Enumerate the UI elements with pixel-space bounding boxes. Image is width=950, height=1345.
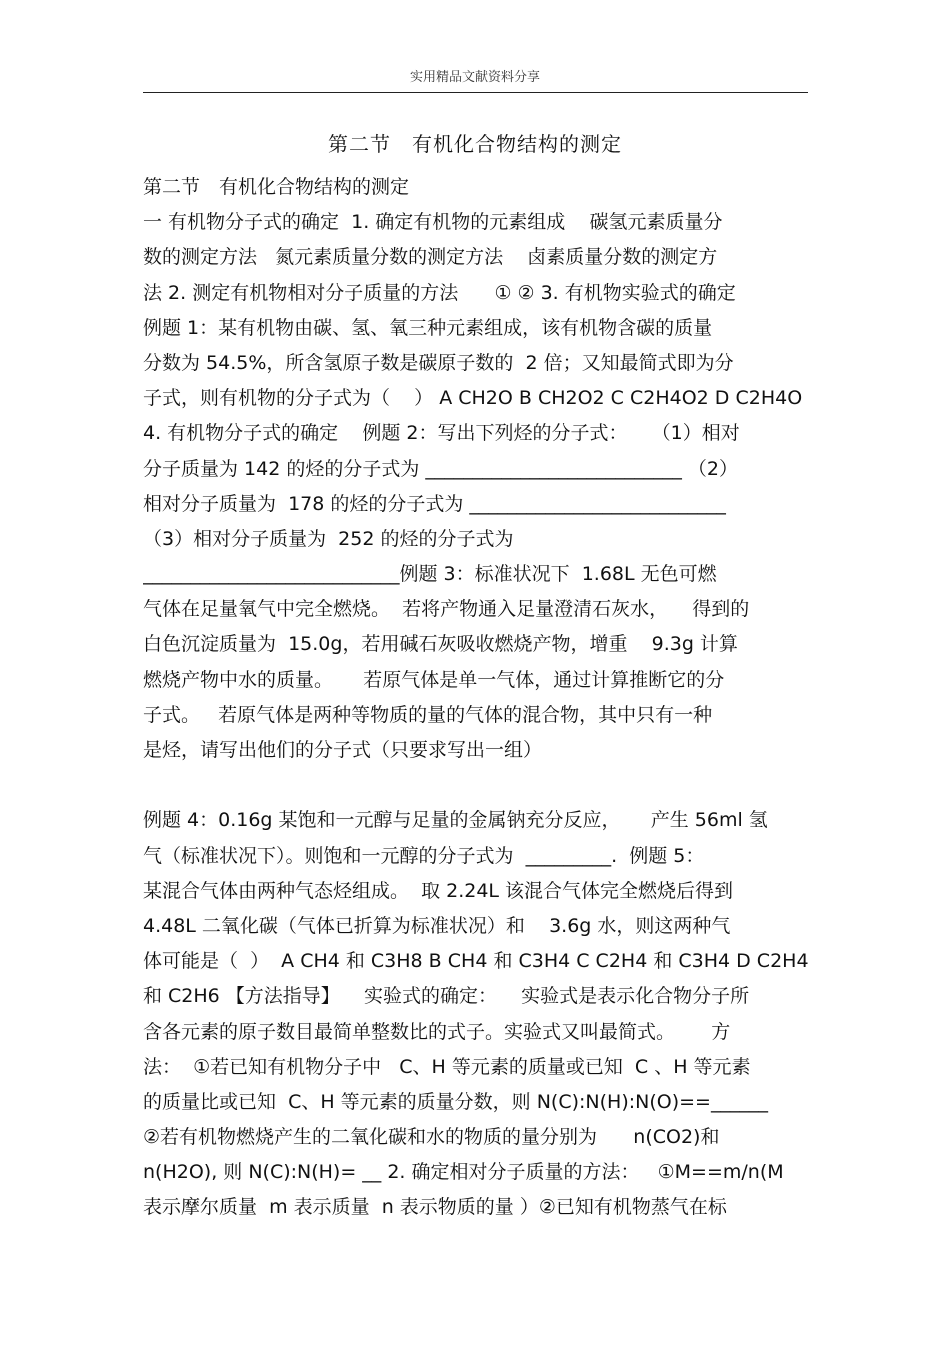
text-line: 子式。 若原气体是两种等物质的量的气体的混合物，其中只有一种 <box>143 703 713 726</box>
text-line: 例题 4：0.16g 某饱和一元醇与足量的金属钠充分反应， 产生 56ml 氢 <box>143 809 768 832</box>
text-line: ②若有机物燃烧产生的二氧化碳和水的物质的量分别为 n(CO2)和 <box>143 1126 720 1149</box>
paragraph-gap <box>143 768 843 803</box>
text-line: 表示摩尔质量 m 表示质量 n 表示物质的量 ）②已知有机物蒸气在标 <box>143 1196 727 1219</box>
text-line: 和 C2H6 【方法指导】 实验式的确定： 实验式是表示化合物分子所 <box>143 985 750 1008</box>
text-line: 法 2. 测定有机物相对分子质量的方法 ① ② 3. 有机物实验式的确定 <box>143 281 736 304</box>
text-line: 4.48L 二氧化碳（气体已折算为标准状况）和 3.6g 水，则这两种气 <box>143 914 731 937</box>
text-line: 气体在足量氧气中完全燃烧。 若将产物通入足量澄清石灰水， 得到的 <box>143 598 750 621</box>
text-line: （3）相对分子质量为 252 的烃的分子式为 <box>143 527 514 550</box>
text-line: 分数为 54.5%，所含氢原子数是碳原子数的 2 倍；又知最简式即为分 <box>143 351 734 374</box>
text-line: 例题 1：某有机物由碳、氢、氧三种元素组成，该有机物含碳的质量 <box>143 316 713 339</box>
text-line: 气（标准状况下）。则饱和一元醇的分子式为 _________. 例题 5： <box>143 844 705 867</box>
text-line: 数的测定方法 氮元素质量分数的测定方法 卤素质量分数的测定方 <box>143 246 718 269</box>
text-line: 4. 有机物分子式的确定 例题 2：写出下列烃的分子式： （1）相对 <box>143 422 740 445</box>
text-line: 白色沉淀质量为 15.0g，若用碱石灰吸收燃烧产物，增重 9.3g 计算 <box>143 633 738 656</box>
text-line: 是烃，请写出他们的分子式（只要求写出一组） <box>143 739 543 761</box>
text-line: 相对分子质量为 178 的烃的分子式为 ___________________________ <box>143 492 726 515</box>
text-line: 第二节 有机化合物结构的测定 <box>143 176 410 198</box>
text-line: 的质量比或已知 C、H 等元素的质量分数，则 N(C):N(H):N(O)==______ <box>143 1090 768 1113</box>
document-body <box>143 170 843 1226</box>
text-line: 分子质量为 142 的烃的分子式为 ___________________________ （2） <box>143 457 739 480</box>
text-line: 某混合气体由两种气态烃组成。 取 2.24L 该混合气体完全燃烧后得到 <box>143 879 734 902</box>
page-header: 实用精品文献资料分享 <box>409 70 540 85</box>
header-rule <box>143 92 808 93</box>
text-line: n(H2O), 则 N(C):N(H)= __ 2. 确定相对分子质量的方法： ①M==m/n(M <box>143 1161 784 1184</box>
text-line: 一 有机物分子式的确定 1. 确定有机物的元素组成 碳氢元素质量分 <box>143 211 723 234</box>
document-title: 第二节 有机化合物结构的测定 <box>328 132 622 156</box>
text-line: 体可能是（ ） A CH4 和 C3H8 B CH4 和 C3H4 C C2H4 和 C3H4 D C2H4 <box>143 950 809 973</box>
text-line: 子式，则有机物的分子式为（ ） A CH2O B CH2O2 C C2H4O2 D C2H4O <box>143 387 803 410</box>
text-line: ___________________________例题 3：标准状况下 1.68L 无色可燃 <box>143 563 717 586</box>
text-line: 法： ①若已知有机物分子中 C、H 等元素的质量或已知 C 、H 等元素 <box>143 1055 751 1078</box>
text-line: 含各元素的原子数目最简单整数比的式子。实验式又叫最简式。 方 <box>143 1020 731 1043</box>
text-line: 燃烧产物中水的质量。 若原气体是单一气体，通过计算推断它的分 <box>143 668 725 691</box>
